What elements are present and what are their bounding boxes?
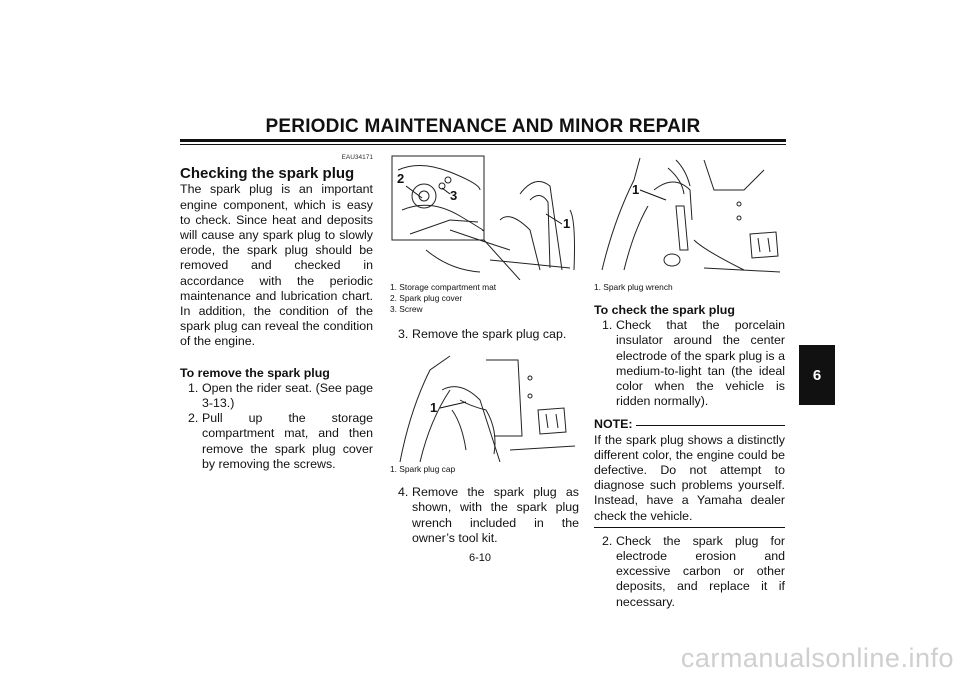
figure-storage-compartment [390, 150, 579, 280]
step-number: 4. [398, 485, 409, 500]
figure-spark-plug-wrench [594, 150, 785, 280]
list-item [398, 327, 579, 342]
step-text: Check that the porcelain insulator around the center electrode of the spark plug is a medium-to-light tan (the ideal color when the vehicle is ridden normally). [616, 318, 785, 409]
column-right [594, 150, 785, 610]
list-item [188, 411, 373, 472]
figure-spark-plug-cap [390, 350, 579, 462]
list-item [602, 318, 785, 409]
intro-paragraph: The spark plug is an important engine component, which is easy to check. Since heat and deposits will cause any spark plug to slowly erode, the spark plug should be removed and checked in accordance with the periodic maintenance and lubrication chart. In addition, the condition of the spark plug can reveal the condition of the engine. [180, 182, 373, 349]
page-number: 6-10 [468, 552, 492, 564]
caption-line: 1. Storage compartment mat [390, 282, 497, 292]
step-number: 2. [188, 411, 199, 426]
subheading-remove: To remove the spark plug [180, 365, 330, 380]
list-item [188, 381, 373, 411]
caption-line: 1. Spark plug wrench [594, 282, 673, 292]
fig1-label-3: 3 [450, 188, 458, 203]
step-text: Pull up the storage compartment mat, and then remove the spark plug cover by removing the screws. [202, 411, 373, 471]
note-label: NOTE: [594, 417, 633, 432]
note-text: If the spark plug shows a distinctly different color, the engine could be defective. Do not attempt to diagnose such problems yourself. Instead, have a Yamaha dealer check the vehicle. [594, 432, 785, 523]
fig3-caption [594, 282, 785, 293]
list-item [602, 534, 785, 610]
fig2-caption [390, 464, 579, 475]
page-header-title: PERIODIC MAINTENANCE AND MINOR REPAIR [265, 116, 701, 137]
fig1-caption [390, 282, 579, 315]
fig1-label-2: 2 [397, 171, 405, 186]
caption-line: 2. Spark plug cover [390, 293, 463, 303]
list-item [398, 485, 579, 546]
step-number: 3. [398, 327, 409, 341]
step-number: 1. [188, 380, 199, 395]
fig1-label-1: 1 [563, 216, 571, 231]
section-code: EAU34171 [341, 154, 373, 161]
subheading-check: To check the spark plug [594, 303, 735, 317]
spark-plug-wrench-illustration [594, 150, 785, 280]
header-rule-thin [180, 144, 786, 145]
fig3-label-1: 1 [632, 182, 640, 197]
step-text: Open the rider seat. (See page 3-13.) [202, 380, 373, 411]
step-number: 1. [602, 318, 613, 333]
step-text: Check the spark plug for electrode erosion and excessive carbon or other deposits, and replace it if necessary. [616, 533, 785, 609]
column-middle [390, 150, 579, 546]
caption-line: 3. Screw [390, 304, 423, 314]
note-footer-rule [594, 527, 785, 528]
column-left [180, 150, 373, 472]
section-heading: Checking the spark plug [180, 165, 355, 183]
chapter-tab[interactable]: 6 [799, 345, 835, 405]
spark-plug-cap-illustration [390, 350, 579, 462]
step-number: 2. [602, 533, 613, 548]
note-header [594, 417, 785, 432]
caption-line: 1. Spark plug cap [390, 464, 456, 475]
watermark: carmanualsonline.info [680, 643, 954, 673]
step-text: Remove the spark plug cap. [412, 327, 567, 341]
storage-compartment-illustration [390, 150, 579, 280]
step-text: Remove the spark plug as shown, with the spark plug wrench included in the owner’s tool kit. [412, 485, 579, 545]
note-rule [636, 425, 785, 426]
fig2-label-1: 1 [430, 400, 438, 416]
header-rule-thick [180, 139, 786, 142]
